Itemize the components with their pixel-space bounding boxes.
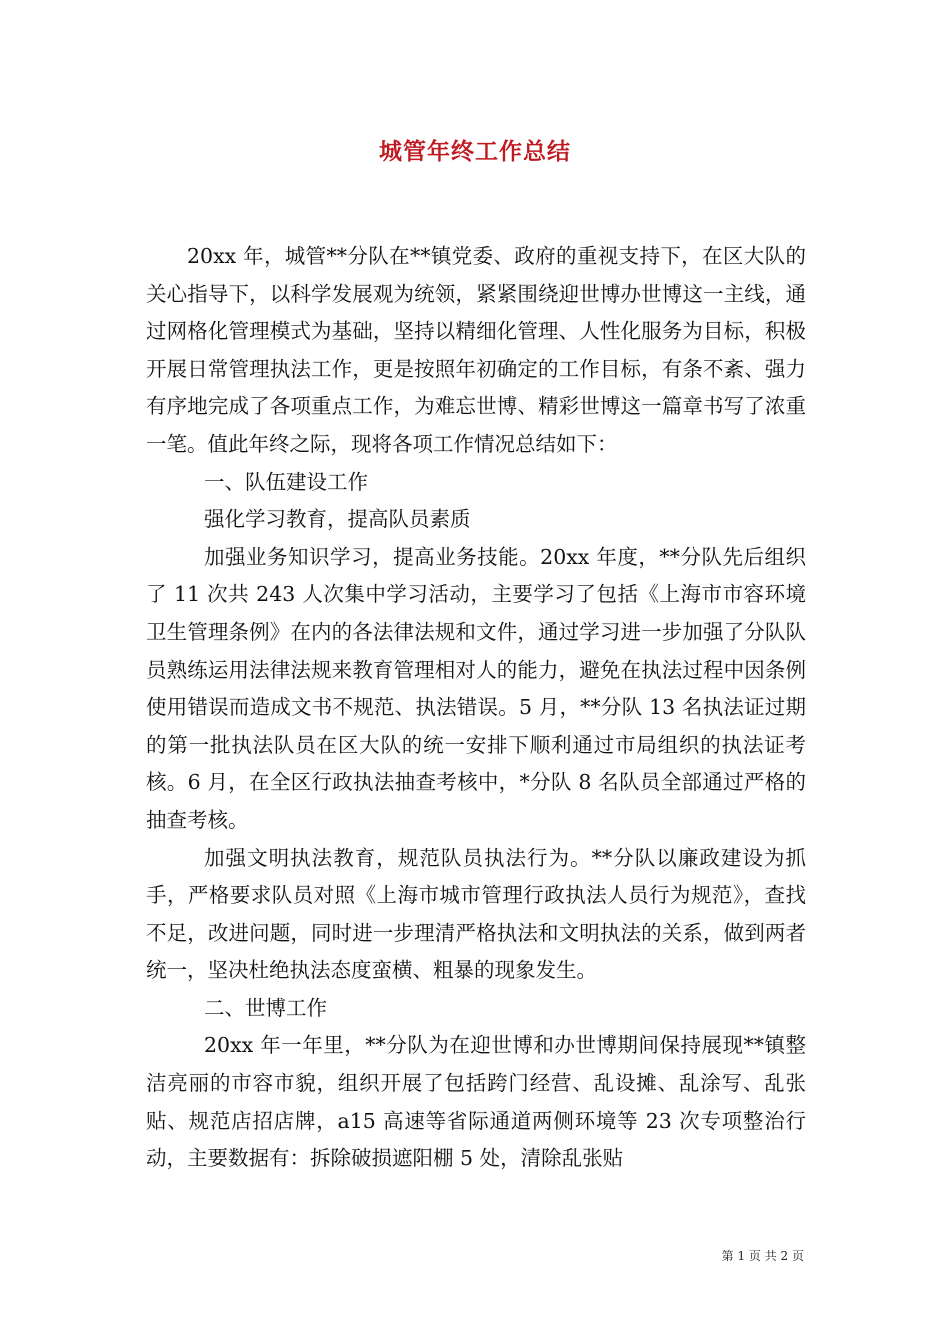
paragraph-civilized-enforcement: 加强文明执法教育，规范队员执法行为。**分队以廉政建设为抓手，严格要求队员对照《上海市城市管理行政执法人员行为规范》，查找不足，改进问题，同时进一步理清严格执法和文明执法的关系，做到两者统一，坚决杜绝执法态度蛮横、粗暴的现象发生。 xyxy=(146,845,806,983)
page-number-footer: 第 1 页 共 2 页 xyxy=(721,1249,804,1263)
intro-paragraph: 20xx 年，城管**分队在**镇党委、政府的重视支持下，在区大队的关心指导下，以科学发展观为统领，紧紧围绕迎世博办世博这一主线，通过网格化管理模式为基础，坚持以精细化管理、人性化服务为目标，积极开展日常管理执法工作，更是按照年初确定的工作目标，有条不紊、强力有序地完成了各项重点工作，为难忘世博、精彩世博这一篇章书写了浓重一笔。值此年终之际，现将各项工作情况总结如下： xyxy=(146,244,806,456)
paragraph-expo-work: 20xx 年一年里，**分队为在迎世博和办世博期间保持展现**镇整洁亮丽的市容市貌，组织开展了包括跨门经营、乱设摊、乱涂写、乱张贴、规范店招店牌，a15 高速等省际通道两侧环境等 23 次专项整治行动，主要数据有：拆除破损遮阳棚 5 处，清除乱张贴 xyxy=(146,1033,806,1171)
document-body xyxy=(146,238,806,1178)
section-heading-expo: 二、世博工作 xyxy=(204,995,327,1020)
subsection-heading-study: 强化学习教育，提高队员素质 xyxy=(204,507,471,532)
section-heading-team-building: 一、队伍建设工作 xyxy=(204,469,368,494)
document-title: 城管年终工作总结 xyxy=(379,138,571,165)
paragraph-business-study: 加强业务知识学习，提高业务技能。20xx 年度，**分队先后组织了 11 次共 243 人次集中学习活动，主要学习了包括《上海市市容环境卫生管理条例》在内的各法律法规和文件，通过学习进一步加强了分队队员熟练运用法律法规来教育管理相对人的能力，避免在执法过程中因条例使用错误而造成文书不规范、执法错误。5 月，**分队 13 名执法证过期的第一批执法队员在区大队的统一安排下顺利通过市局组织的执法证考核。6 月，在全区行政执法抽查考核中，*分队 8 名队员全部通过严格的抽查考核。 xyxy=(146,544,806,832)
